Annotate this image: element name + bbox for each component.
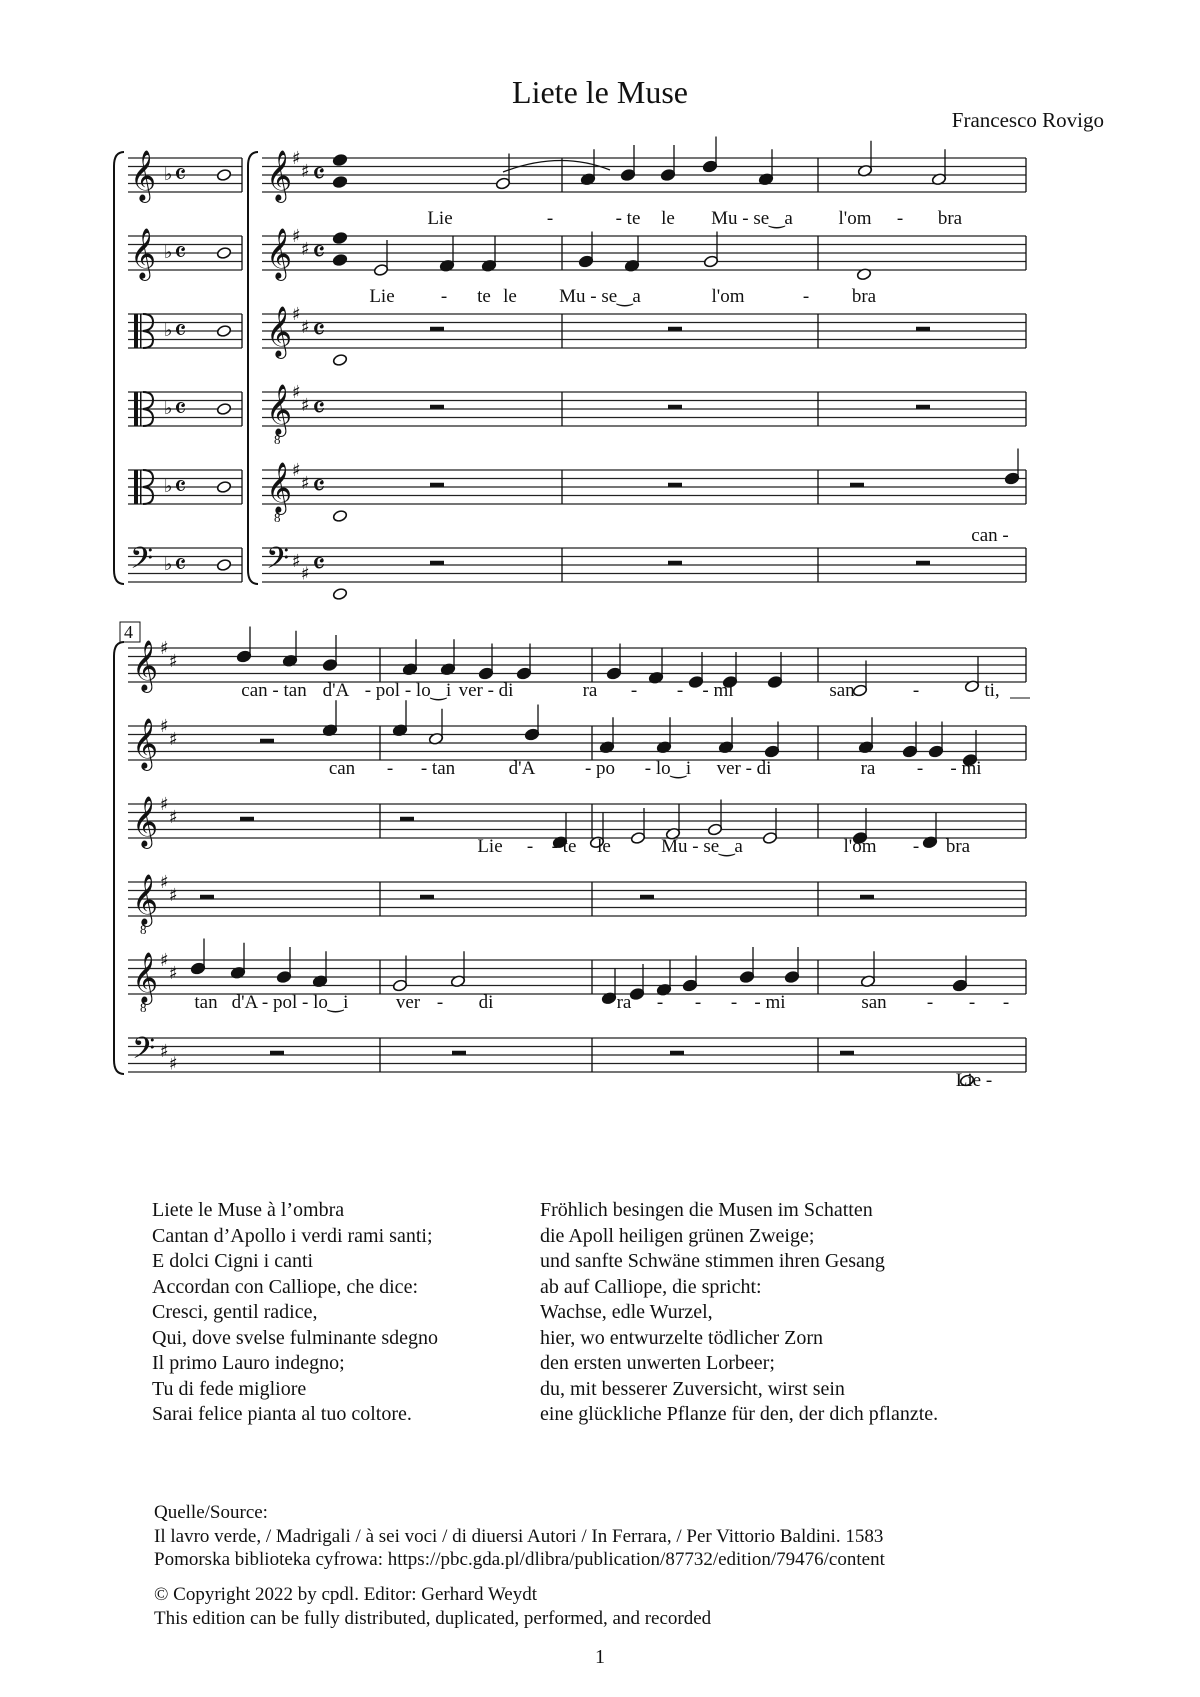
whole-rest	[916, 327, 930, 331]
note	[332, 253, 347, 266]
bass-clef-icon: 𝄢	[132, 1032, 156, 1073]
lyric-syllable: - te	[551, 836, 577, 857]
incipit-note	[332, 587, 347, 600]
bass-clef-icon: 𝄢	[266, 542, 290, 583]
sharp-icon: ♯	[169, 728, 178, 750]
flat-icon: ♭	[164, 164, 173, 185]
treble-clef-icon: 𝄞	[132, 796, 159, 847]
lyric-syllable: - tan	[420, 758, 456, 779]
flat-icon: ♭	[164, 476, 173, 497]
lyric-syllable: -	[386, 758, 394, 779]
lyric-syllable: ra	[582, 680, 598, 701]
whole-rest	[400, 817, 414, 821]
lyric-syllable: -	[694, 992, 702, 1013]
lyric-syllable: ver	[395, 992, 421, 1013]
lyric-syllable: -	[912, 680, 920, 701]
lyric-syllable: le	[503, 286, 517, 307]
c-clef-icon	[140, 314, 142, 348]
poem-german-line: Wachse, edle Wurzel,	[540, 1301, 713, 1323]
poem-italian-line: Cresci, gentil radice,	[152, 1301, 318, 1323]
lyric-syllable: ti,	[984, 680, 1000, 701]
lyric-syllable: -	[802, 286, 810, 307]
lyric-syllable: -	[896, 208, 904, 229]
sharp-icon: ♯	[169, 806, 178, 828]
note	[332, 153, 347, 166]
lyric-syllable: -	[968, 992, 976, 1013]
half-rest	[840, 1051, 854, 1055]
sharp-icon: ♯	[292, 148, 301, 169]
lyric-syllable: -	[916, 758, 924, 779]
whole-rest	[430, 561, 444, 565]
system-bracket	[248, 152, 258, 584]
lyric-syllable: -	[926, 992, 934, 1013]
incipit-note	[332, 353, 347, 366]
flat-icon: ♭	[164, 242, 173, 263]
lyric-syllable: Mu - se‿a	[559, 286, 641, 307]
treble-clef-icon: 𝄞	[132, 952, 159, 1003]
whole-rest	[430, 483, 444, 487]
whole-rest	[270, 1051, 284, 1055]
whole-rest	[260, 739, 274, 743]
whole-rest	[916, 405, 930, 409]
lyric-syllable: Lie	[477, 836, 503, 857]
treble-clef-icon: 𝄞	[266, 306, 293, 357]
sharp-icon: ♯	[301, 316, 310, 338]
system-bracket	[114, 642, 124, 1074]
poem-italian-line: Il primo Lauro indegno;	[152, 1352, 345, 1374]
lyric-syllable: l'om	[843, 836, 877, 857]
whole-rest	[452, 1051, 466, 1055]
sharp-icon: ♯	[292, 304, 301, 325]
common-time-icon: 𝄴	[174, 548, 187, 581]
incipit-note	[216, 324, 231, 337]
common-time-icon: 𝄴	[174, 158, 187, 191]
poem-german-line: die Apoll heiligen grünen Zweige;	[540, 1224, 815, 1247]
lyric-syllable: -	[730, 992, 738, 1013]
poem-german-line: und sanfte Schwäne stimmen ihren Gesang	[540, 1250, 885, 1272]
whole-rest	[670, 1051, 684, 1055]
lyric-syllable: l'om	[711, 286, 745, 307]
whole-rest	[430, 405, 444, 409]
poem-italian-line: Sarai felice pianta al tuo coltore.	[152, 1403, 412, 1425]
poem-italian-line: E dolci Cigni i canti	[152, 1250, 314, 1272]
lyric-syllable: ra	[616, 992, 632, 1013]
copyright-note	[154, 1583, 711, 1630]
sharp-icon: ♯	[301, 394, 310, 416]
sharp-icon: ♯	[301, 160, 310, 182]
source-label: Quelle/Source:	[154, 1502, 268, 1523]
poem-german-line: hier, wo entwurzelte tödlicher Zorn	[540, 1326, 823, 1349]
lyric-syllable: can	[328, 758, 356, 779]
poem-german-line: Fröhlich besingen die Musen im Schatten	[540, 1199, 873, 1221]
treble-clef-icon: 𝄞	[266, 462, 293, 513]
common-time-icon: 𝄴	[312, 469, 326, 504]
whole-rest	[916, 561, 930, 565]
lyric-syllable: ver - di	[458, 680, 514, 701]
sharp-icon: ♯	[292, 460, 301, 481]
lyric-syllable: - lo‿i	[644, 758, 692, 779]
octave-mark: 8	[140, 922, 147, 937]
license-line: This edition can be fully distributed, duplicated, performed, and recorded	[154, 1607, 712, 1629]
treble-clef-icon: 𝄞	[266, 228, 293, 279]
bass-clef-icon: 𝄢	[130, 542, 154, 583]
source-note	[154, 1501, 885, 1572]
lyric-syllable: -	[440, 286, 448, 307]
lyric-syllable: bra	[945, 836, 971, 857]
whole-rest	[200, 895, 214, 899]
lyric-syllable: -	[912, 836, 920, 857]
incipit-note	[216, 246, 231, 259]
common-time-icon: 𝄴	[312, 313, 326, 348]
common-time-icon: 𝄴	[174, 470, 187, 503]
note	[332, 175, 347, 188]
c-clef-icon	[134, 392, 138, 426]
treble-clef-icon: 𝄞	[132, 640, 159, 691]
sharp-icon: ♯	[169, 884, 178, 906]
common-time-icon: 𝄴	[174, 314, 187, 347]
treble-clef-icon: 𝄞	[266, 384, 293, 435]
treble-clef-icon: 𝄞	[130, 150, 157, 201]
whole-rest	[240, 817, 254, 821]
poem-german-line: eine glückliche Pflanze für den, der dich pflanzte.	[540, 1403, 939, 1425]
poem-italian-line: Qui, dove svelse fulminante sdegno	[152, 1326, 439, 1349]
sharp-icon: ♯	[169, 650, 178, 672]
copyright-line: © Copyright 2022 by cpdl. Editor: Gerhard Weydt	[154, 1584, 537, 1605]
sharp-icon: ♯	[160, 638, 169, 659]
octave-mark: 8	[140, 1000, 147, 1015]
c-clef-icon	[134, 470, 138, 504]
poem-german-line: du, mit besserer Zuversicht, wirst sein	[540, 1377, 845, 1400]
flat-icon: ♭	[164, 398, 173, 419]
incipit-note	[216, 402, 231, 415]
sharp-icon: ♯	[160, 716, 169, 737]
poem-italian-line: Liete le Muse à l’ombra	[152, 1199, 345, 1221]
sharp-icon: ♯	[292, 550, 301, 572]
sharp-icon: ♯	[160, 872, 169, 893]
common-time-icon: 𝄴	[312, 157, 326, 192]
sharp-icon: ♯	[160, 1040, 169, 1062]
whole-rest	[668, 483, 682, 487]
poem-italian-line: Accordan con Calliope, che dice:	[152, 1275, 418, 1298]
lyric-syllable: bra	[937, 208, 963, 229]
lyric-syllable: le	[661, 208, 675, 229]
poem-german-line: den ersten unwerten Lorbeer;	[540, 1352, 775, 1374]
composer-name: Francesco Rovigo	[951, 108, 1104, 132]
incipit-note	[216, 558, 231, 571]
lyric-syllable: - po	[584, 758, 616, 779]
poem-german	[540, 1198, 938, 1428]
system-bracket	[114, 152, 124, 584]
treble-clef-icon: 𝄞	[266, 150, 293, 201]
sharp-icon: ♯	[169, 962, 178, 984]
lyric-syllable: d'A	[508, 758, 536, 779]
lyric-syllable: -	[436, 992, 444, 1013]
octave-mark: 8	[274, 510, 281, 525]
c-clef-icon	[134, 314, 138, 348]
lyric-syllable: Mu - se‿a	[661, 836, 743, 857]
half-rest	[850, 483, 864, 487]
common-time-icon: 𝄴	[312, 391, 326, 426]
sharp-icon: ♯	[292, 382, 301, 403]
sharp-icon: ♯	[292, 226, 301, 247]
flat-icon: ♭	[164, 554, 173, 575]
octave-mark: 8	[274, 432, 281, 447]
lyric-syllable: - pol - lo‿i	[364, 680, 452, 701]
treble-clef-icon: 𝄞	[132, 874, 159, 925]
incipit-note	[332, 509, 347, 522]
page-number: 1	[595, 1646, 605, 1668]
lyric-syllable: - te	[615, 208, 641, 229]
lyric-syllable: san	[861, 992, 887, 1013]
lyric-syllable: te	[477, 286, 491, 307]
poem-italian	[152, 1198, 438, 1428]
lyric-syllable: Mu - se‿a	[711, 208, 793, 229]
lyric-syllable: -	[630, 680, 638, 701]
source-link[interactable]: Pomorska biblioteka cyfrowa: https://pbc.gda.pl/dlibra/publication/87732/edition/79476/content	[154, 1549, 885, 1570]
lyric-syllable: -	[1002, 992, 1010, 1013]
c-clef-icon	[140, 392, 142, 426]
lyric-syllable: can - tan	[241, 680, 307, 701]
whole-rest	[430, 327, 444, 331]
common-time-icon: 𝄴	[174, 236, 187, 269]
treble-clef-icon: 𝄞	[132, 718, 159, 769]
lyric-syllable: san	[829, 680, 855, 701]
piece-title: Liete le Muse	[512, 74, 688, 110]
whole-rest	[420, 895, 434, 899]
incipit-note	[216, 480, 231, 493]
lyric-syllable: le	[597, 836, 611, 857]
poem-italian-line: Cantan d’Apollo i verdi rami santi;	[152, 1224, 433, 1247]
lyric-syllable: d'A	[322, 680, 350, 701]
source-line: Il lavro verde, / Madrigali / à sei voci / di diuersi Autori / In Ferrara, / Per Vittorio Baldini. 1583	[154, 1525, 884, 1547]
lyric-syllable: Lie	[427, 208, 453, 229]
whole-rest	[668, 405, 682, 409]
common-time-icon: 𝄴	[312, 235, 326, 270]
c-clef-icon	[140, 470, 142, 504]
whole-rest	[860, 895, 874, 899]
sharp-icon: ♯	[160, 794, 169, 815]
lyric-syllable: - mi	[754, 992, 786, 1013]
lyric-syllable: -	[526, 836, 534, 857]
sharp-icon: ♯	[160, 950, 169, 971]
measure-number: 4	[124, 622, 133, 642]
whole-rest	[668, 561, 682, 565]
lyric-syllable: di	[478, 992, 494, 1013]
sharp-icon: ♯	[301, 472, 310, 494]
lyric-syllable: - mi	[950, 758, 982, 779]
incipit-note	[216, 168, 231, 181]
sharp-icon: ♯	[169, 1053, 178, 1075]
poem-italian-line: Tu di fede migliore	[152, 1377, 307, 1400]
lyric-syllable: -	[546, 208, 554, 229]
lyric-syllable: d'A - pol - lo‿i	[231, 992, 349, 1013]
whole-rest	[668, 327, 682, 331]
lyric-syllable: can -	[971, 525, 1009, 546]
whole-rest	[640, 895, 654, 899]
lyric-syllable: - mi	[702, 680, 734, 701]
lyric-syllable: tan	[194, 992, 218, 1013]
sharp-icon: ♯	[301, 563, 310, 585]
common-time-icon: 𝄴	[174, 392, 187, 425]
note	[332, 231, 347, 244]
lyric-syllable: Lie	[369, 286, 395, 307]
poem-german-line: ab auf Calliope, die spricht:	[540, 1275, 762, 1298]
lyric-syllable: l'om	[838, 208, 872, 229]
common-time-icon: 𝄴	[312, 547, 326, 582]
lyric-syllable: -	[656, 992, 664, 1013]
lyric-syllable: Lie -	[955, 1070, 993, 1091]
sharp-icon: ♯	[301, 238, 310, 260]
lyric-syllable: bra	[851, 286, 877, 307]
lyric-syllable: -	[676, 680, 684, 701]
treble-clef-icon: 𝄞	[130, 228, 157, 279]
lyric-syllable: ra	[860, 758, 876, 779]
lyric-syllable: ver - di	[716, 758, 772, 779]
flat-icon: ♭	[164, 320, 173, 341]
